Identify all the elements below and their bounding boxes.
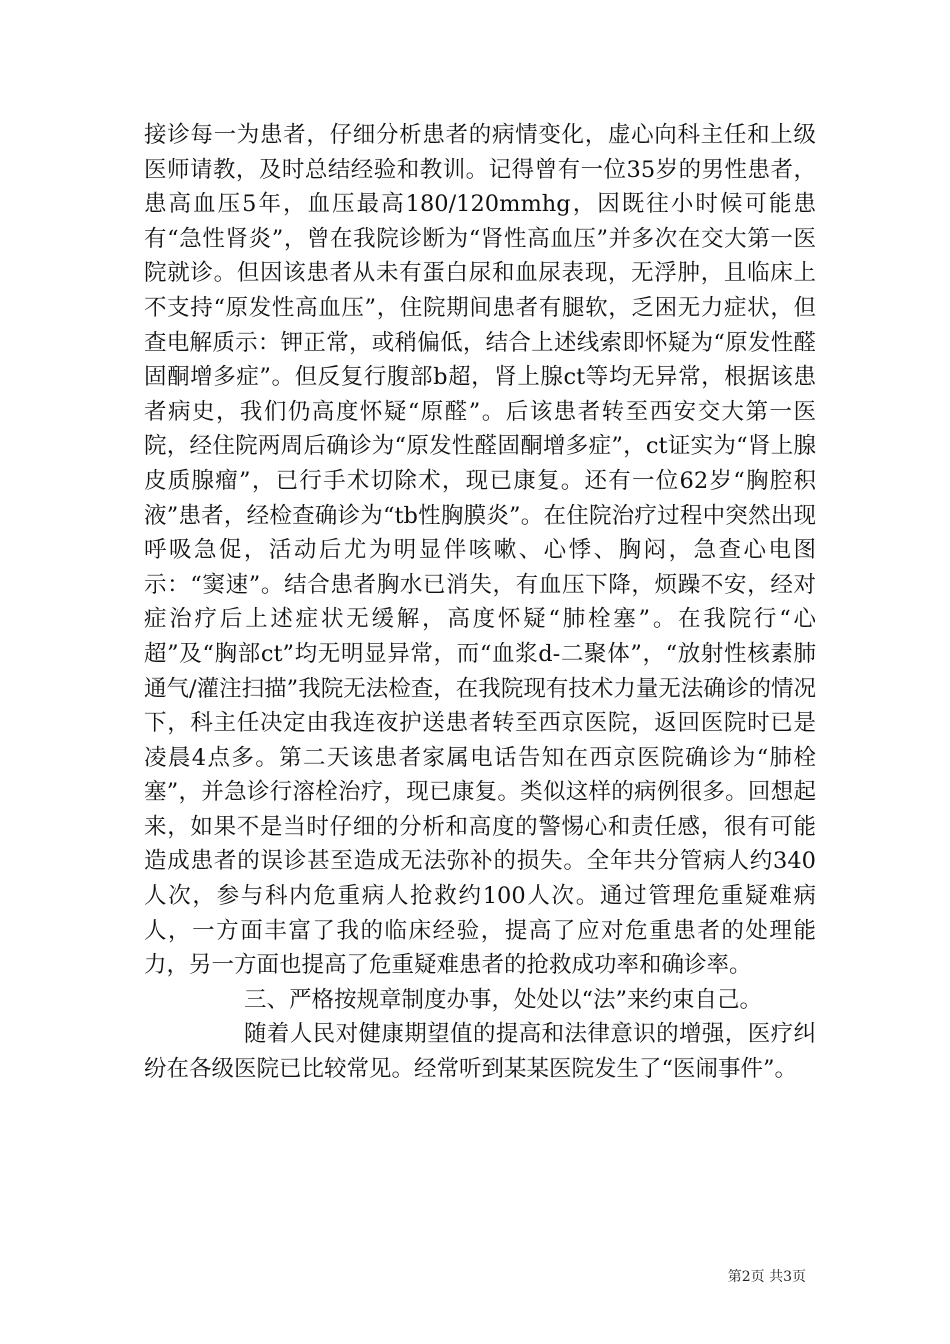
body-paragraph-case-reports: 接诊每一为患者，仔细分析患者的病情变化，虚心向科主任和上级医师请教，及时总结经验和教训。记得曾有一位35岁的男性患者，患高血压5年，血压最高180/120mmhg，因既往小时候可能患有“急性肾炎”，曾在我院诊断为“肾性高血压”并多次在交大第一医院就诊。但因该患者从未有蛋白尿和血尿表现，无浮肿，且临床上不支持“原发性高血压”，住院期间患者有腿软，乏困无力症状，但查电解质示：钾正常，或稍偏低，结合上述线索即怀疑为“原发性醛固酮增多症”。但反复行腹部b超，肾上腺ct等均无异常，根据该患者病史，我们仍高度怀疑“原醛”。后该患者转至西安交大第一医院，经住院两周后确诊为“原发性醛固酮增多症”，ct证实为“肾上腺皮质腺瘤”，已行手术切除术，现已康复。还有一位62岁“胸腔积液”患者，经检查确诊为“tb性胸膜炎”。在住院治疗过程中突然出现呼吸急促，活动后尤为明显伴咳嗽、心悸、胸闷，急查心电图示：“窦速”。结合患者胸水已消失，有血压下降，烦躁不安，经对症治疗后上述症状无缓解，高度怀疑“肺栓塞”。在我院行“心超”及“胸部ct”均无明显异常，而“血浆d-二聚体”，“放射性核素肺通气/灌注扫描”我院无法检查，在我院现有技术力量无法确诊的情况下，科主任决定由我连夜护送患者转至西京医院，返回医院时已是凌晨4点多。第二天该患者家属电话告知在西京医院确诊为“肺栓塞”，并急诊行溶栓治疗，现已康复。类似这样的病例很多。回想起来，如果不是当时仔细的分析和高度的警惕心和责任感，很有可能造成患者的误诊甚至造成无法弥补的损失。全年共分管病人约340人次，参与科内危重病人抢救约100人次。通过管理危重疑难病人，一方面丰富了我的临床经验，提高了应对危重患者的处理能力，另一方面也提高了危重疑难患者的抢救成功率和确诊率。 xyxy=(144,122,816,979)
page-number-footer: 第2页 共3页 xyxy=(727,1269,806,1285)
document-body xyxy=(144,118,816,1087)
section-heading-three: 三、严格按规章制度办事，处处以“法”来约束自己。 xyxy=(244,986,763,1013)
body-paragraph-medical-disputes: 随着人民对健康期望值的提高和法律意识的增强，医疗纠纷在各级医院已比较常见。经常听到某某医院发生了“医闹事件”。 xyxy=(144,1021,816,1083)
